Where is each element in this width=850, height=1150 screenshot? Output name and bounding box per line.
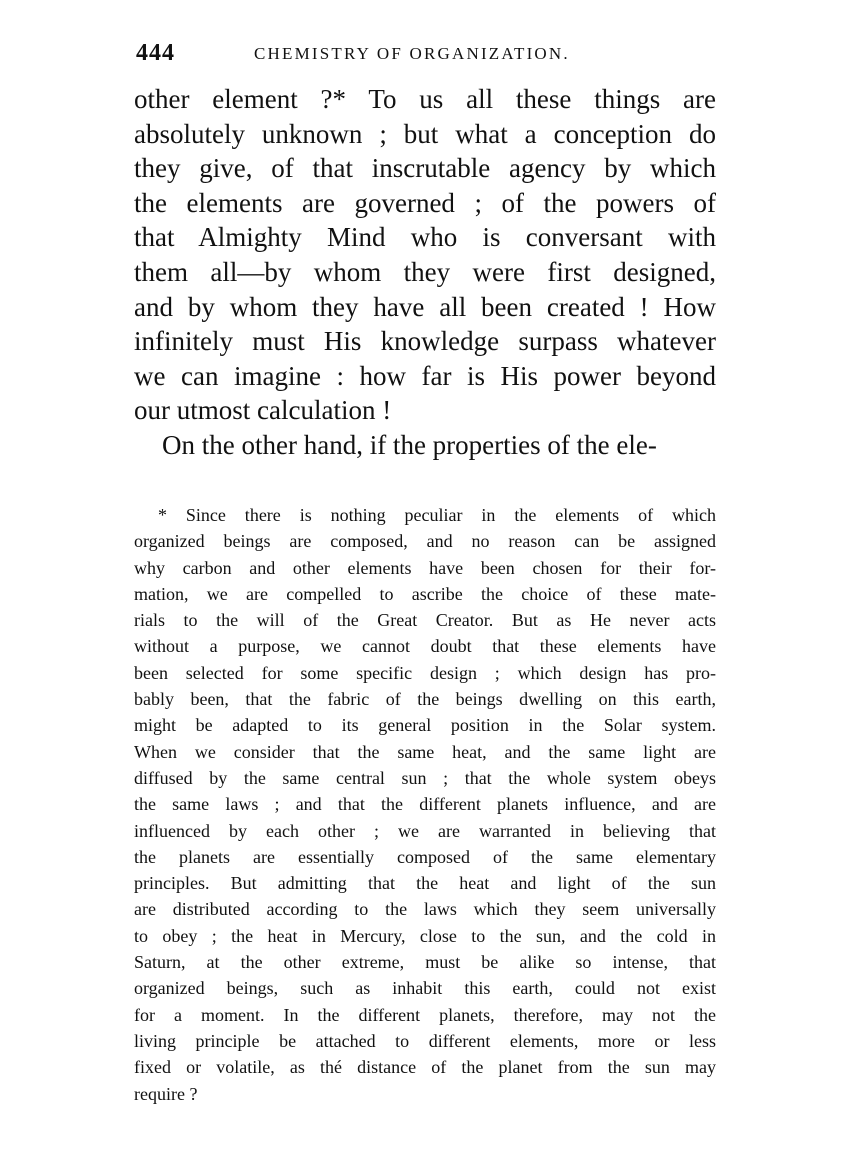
- footnote-line: mation, we are compelled to ascribe the choice of these mate-: [134, 583, 716, 604]
- text-line: other element ?* To us all these things are: [134, 84, 716, 114]
- footnote-line: bably been, that the fabric of the beings dwelling on this earth,: [134, 689, 716, 710]
- footnote-line: principles. But admitting that the heat and light of the sun: [134, 873, 716, 894]
- footnote-line: organized beings are composed, and no reason can be assigned: [134, 531, 716, 552]
- footnote-line: why carbon and other elements have been chosen for their for-: [134, 557, 716, 578]
- footnote-line: the planets are essentially composed of the same elementary: [134, 846, 716, 867]
- footnote-line: to obey ; the heat in Mercury, close to the sun, and the cold in: [134, 925, 716, 946]
- footnote: [134, 502, 716, 1107]
- footnote-line: living principle be attached to different elements, more or less: [134, 1030, 716, 1051]
- text-line: our utmost calculation !: [134, 395, 392, 426]
- footnote-line: are distributed according to the laws which they seem universally: [134, 899, 716, 920]
- footnote-line: for a moment. In the different planets, therefore, may not the: [134, 1004, 716, 1025]
- running-title: CHEMISTRY OF ORGANIZATION.: [254, 44, 570, 63]
- footnote-line: Saturn, at the other extreme, must be alike so intense, that: [134, 952, 716, 973]
- page-header: [136, 40, 716, 72]
- text-line: we can imagine : how far is His power beyond: [134, 360, 716, 391]
- text-line: that Almighty Mind who is conversant with: [134, 222, 716, 253]
- footnote-line: When we consider that the same heat, and the same light are: [134, 741, 716, 762]
- footnote-line: organized beings, such as inhabit this earth, could not exist: [134, 978, 716, 999]
- text-line: and by whom they have all been created ! How: [134, 291, 716, 322]
- footnote-line: rials to the will of the Great Creator. But as He never acts: [134, 610, 716, 631]
- page-number: 444: [136, 40, 175, 66]
- text-line: them all—by whom they were first designed,: [134, 256, 716, 287]
- footnote-line: might be adapted to its general position in the Solar system.: [134, 715, 716, 736]
- text-line: absolutely unknown ; but what a conception do: [134, 118, 716, 149]
- text-line: On the other hand, if the properties of the ele-: [162, 429, 657, 460]
- footnote-line: been selected for some specific design ; which design has pro-: [134, 662, 716, 683]
- text-line: the elements are governed ; of the powers of: [134, 187, 716, 218]
- footnote-line: * Since there is nothing peculiar in the elements of which: [158, 505, 716, 525]
- text-line: infinitely must His knowledge surpass whatever: [134, 326, 716, 357]
- footnote-line: without a purpose, we cannot doubt that these elements have: [134, 636, 716, 657]
- footnote-line: influenced by each other ; we are warranted in believing that: [134, 820, 716, 841]
- footnote-line: diffused by the same central sun ; that the whole system obeys: [134, 767, 716, 788]
- footnote-line: require ?: [134, 1083, 198, 1104]
- text-line: they give, of that inscrutable agency by which: [134, 153, 716, 184]
- footnote-line: fixed or volatile, as thé distance of the planet from the sun may: [134, 1057, 716, 1078]
- main-text: [134, 82, 716, 463]
- footnote-line: the same laws ; and that the different planets influence, and are: [134, 794, 716, 815]
